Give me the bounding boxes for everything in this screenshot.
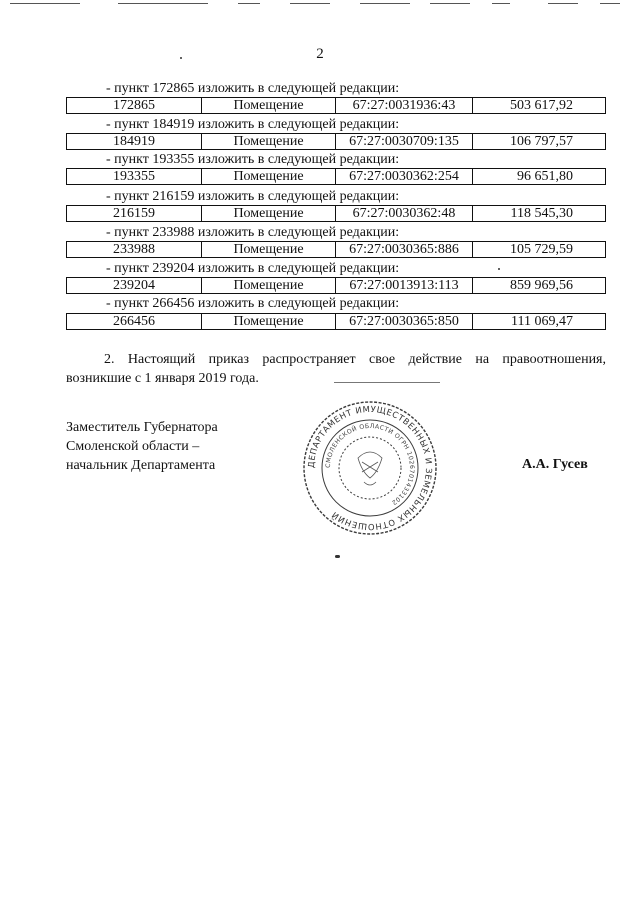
table-row <box>66 168 606 185</box>
cell-object-type: Помещение <box>202 206 336 221</box>
amendment-intro: - пункт 184919 изложить в следующей редакции: <box>106 117 400 132</box>
cell-object-type: Помещение <box>202 169 336 184</box>
cell-item-number: 172865 <box>67 98 202 113</box>
stamp-emblem-icon <box>358 452 382 485</box>
table-row <box>66 241 606 258</box>
cell-item-number: 239204 <box>67 278 202 293</box>
cell-cadastral-value: 859 969,56 <box>510 278 573 293</box>
cell-object-type: Помещение <box>202 314 336 329</box>
cell-cadastral-number: 67:27:0013913:113 <box>336 278 473 293</box>
cell-cadastral-value: 106 797,57 <box>510 134 573 149</box>
amendment-intro: - пункт 216159 изложить в следующей редакции: <box>106 189 400 204</box>
cell-item-number: 233988 <box>67 242 202 257</box>
cell-cadastral-number: 67:27:0030362:254 <box>336 169 473 184</box>
cell-item-number: 193355 <box>67 169 202 184</box>
cell-cadastral-value: 503 617,92 <box>510 98 573 113</box>
official-stamp <box>300 398 440 538</box>
cell-object-type: Помещение <box>202 278 336 293</box>
scan-speck <box>180 57 182 59</box>
cell-cadastral-number: 67:27:0030362:48 <box>336 206 473 221</box>
handwritten-stroke <box>334 382 440 383</box>
scan-edge-artifact <box>0 0 640 8</box>
signer-name: А.А. Гусев <box>522 457 588 472</box>
cell-cadastral-value: 118 545,30 <box>510 206 573 221</box>
cell-item-number: 216159 <box>67 206 202 221</box>
signer-title-line: Заместитель Губернатора <box>66 420 218 435</box>
clause-2-line-1: 2. Настоящий приказ распространяет свое действие на правоотношения, <box>104 352 606 367</box>
cell-item-number: 184919 <box>67 134 202 149</box>
cell-object-type: Помещение <box>202 98 336 113</box>
cell-cadastral-number: 67:27:0030365:886 <box>336 242 473 257</box>
cell-item-number: 266456 <box>67 314 202 329</box>
stamp-inner-text: СМОЛЕНСКОЙ ОБЛАСТИ ОГРН 1026701433102 <box>324 422 416 507</box>
cell-object-type: Помещение <box>202 134 336 149</box>
cell-cadastral-value: 96 651,80 <box>517 169 573 184</box>
cell-cadastral-number: 67:27:0031936:43 <box>336 98 473 113</box>
svg-text:СМОЛЕНСКОЙ ОБЛАСТИ ОГРН 102670 <box>325 423 415 506</box>
stamp-outer-text: ДЕПАРТАМЕНТ ИМУЩЕСТВЕННЫХ И ЗЕМЕЛЬНЫХ ОТНОШЕНИЙ <box>305 403 435 533</box>
signer-title <box>66 418 218 475</box>
table-row <box>66 133 606 150</box>
signer-title-line: Смоленской области – <box>66 439 200 454</box>
cell-cadastral-number: 67:27:0030709:135 <box>336 134 473 149</box>
amendment-intro: - пункт 266456 изложить в следующей редакции: <box>106 296 400 311</box>
scan-speck <box>498 268 500 270</box>
amendment-intro: - пункт 233988 изложить в следующей редакции: <box>106 225 400 240</box>
cell-cadastral-value: 111 069,47 <box>511 314 573 329</box>
amendment-intro: - пункт 172865 изложить в следующей редакции: <box>106 81 400 96</box>
amendment-intro: - пункт 239204 изложить в следующей редакции: <box>106 261 400 276</box>
table-row <box>66 205 606 222</box>
table-row <box>66 277 606 294</box>
signer-title-line: начальник Департамента <box>66 458 216 473</box>
table-row <box>66 97 606 114</box>
ink-mark <box>335 555 340 558</box>
page-number: 2 <box>316 46 324 62</box>
clause-2-line-2: возникшие с 1 января 2019 года. <box>66 371 259 386</box>
cell-cadastral-value: 105 729,59 <box>510 242 573 257</box>
table-row <box>66 313 606 330</box>
cell-cadastral-number: 67:27:0030365:850 <box>336 314 473 329</box>
cell-object-type: Помещение <box>202 242 336 257</box>
amendment-intro: - пункт 193355 изложить в следующей редакции: <box>106 152 400 167</box>
